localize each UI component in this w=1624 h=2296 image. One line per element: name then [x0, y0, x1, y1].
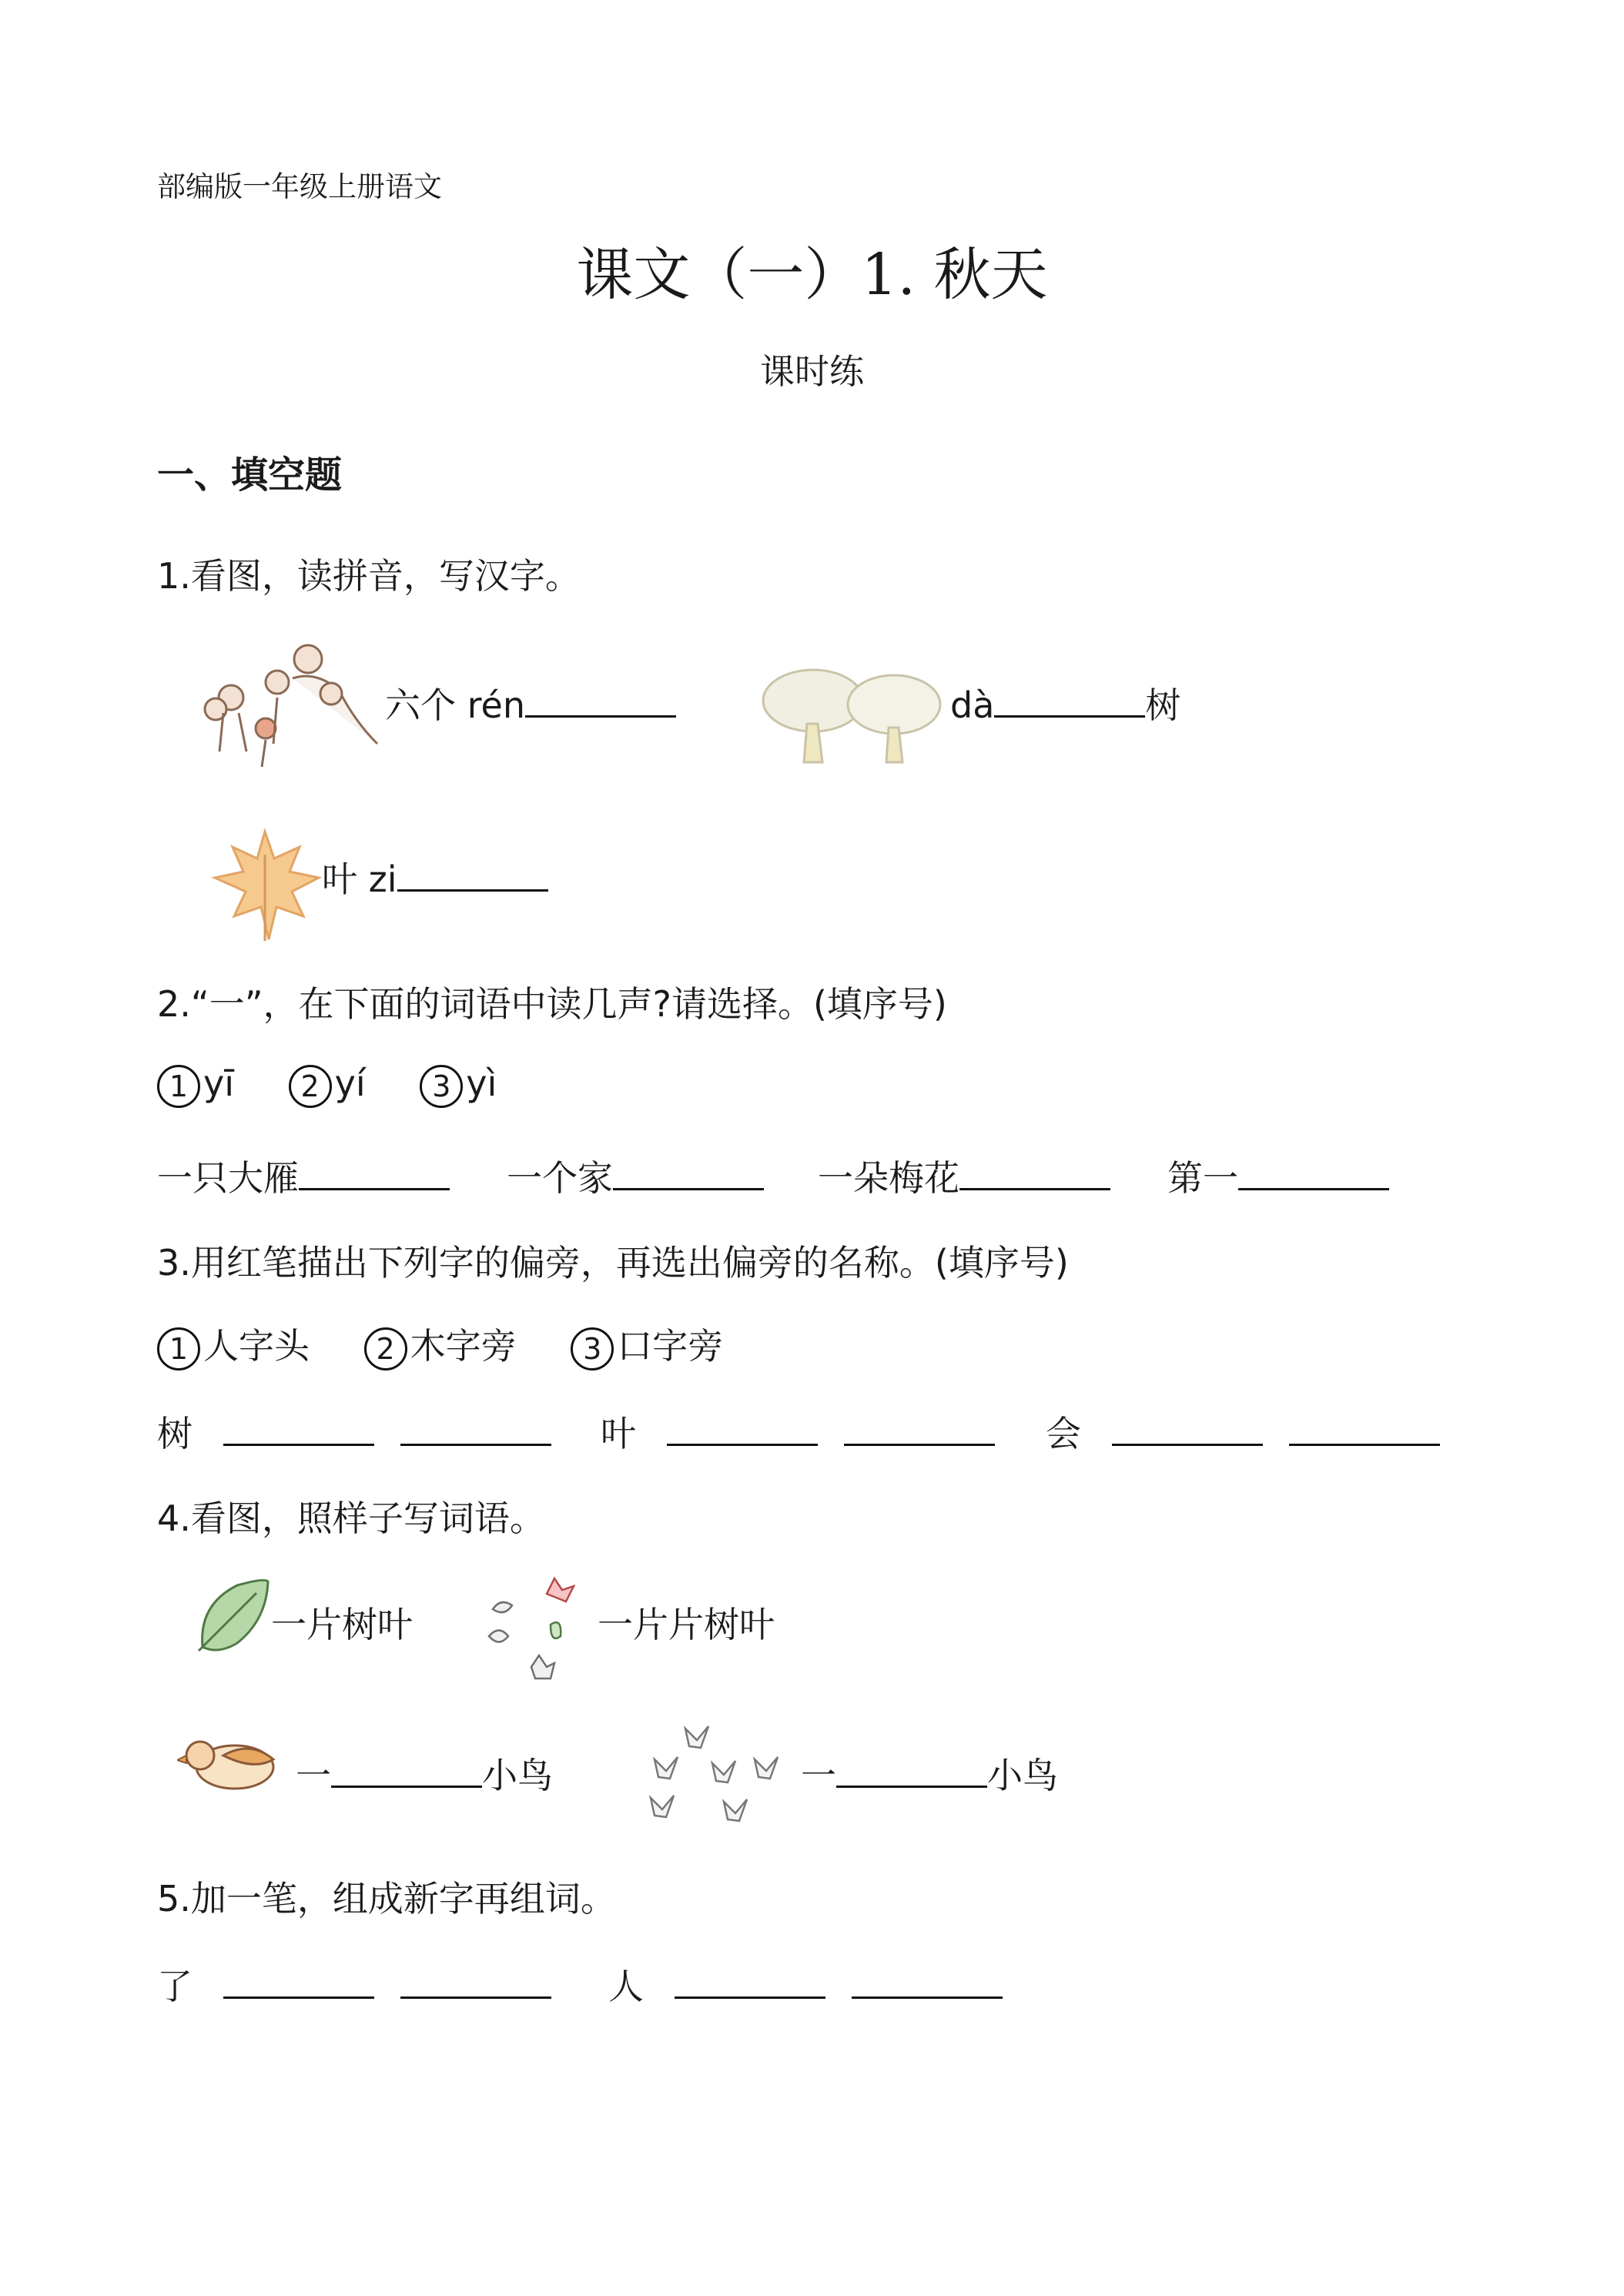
answer-blank[interactable] — [852, 1966, 1003, 1999]
option-number: 1 — [157, 1065, 200, 1108]
q2-options — [157, 1063, 540, 1108]
q4-blank-2 — [801, 1748, 1058, 1799]
flock-of-birds-illustration — [639, 1717, 793, 1832]
q3-char-3 — [1046, 1406, 1440, 1457]
document-header: 部编版一年级上册语文 — [157, 170, 442, 203]
q2-word-3 — [818, 1150, 1110, 1201]
q1-item-1 — [385, 678, 676, 728]
option-number: 3 — [420, 1065, 463, 1108]
answer-blank[interactable] — [400, 1966, 551, 1999]
children-illustration — [185, 636, 385, 775]
q3-char: 会 — [1046, 1413, 1081, 1454]
q1-item-3-label: 叶 zi — [322, 858, 397, 900]
q2-word: 一个家 — [507, 1157, 613, 1199]
question-4-prompt: 4.看图，照样子写词语。 — [157, 1498, 545, 1539]
q1-item-3 — [322, 852, 548, 902]
option-text: yì — [466, 1063, 497, 1104]
q3-option-3 — [571, 1318, 723, 1371]
question-5-prompt: 5.加一笔，组成新字再组词。 — [157, 1878, 616, 1919]
q1-item-2-post: 树 — [1145, 684, 1181, 726]
answer-blank[interactable] — [994, 684, 1145, 718]
q3-char: 树 — [157, 1413, 193, 1454]
q4-blank-1-post: 小鸟 — [482, 1755, 553, 1796]
q2-option-3 — [420, 1063, 497, 1108]
answer-blank[interactable] — [1112, 1413, 1263, 1446]
q3-char-2 — [601, 1406, 995, 1457]
option-text: 口字旁 — [617, 1325, 724, 1367]
maple-leaf-illustration — [203, 824, 326, 947]
q4-example-1: 一片树叶 — [271, 1604, 413, 1645]
q4-blank-1 — [296, 1748, 553, 1799]
q3-option-2 — [364, 1318, 517, 1371]
answer-blank[interactable] — [400, 1413, 551, 1446]
option-text: yí — [334, 1063, 366, 1104]
page-title: 课文（一）1. 秋天 — [576, 242, 1048, 308]
answer-blank[interactable] — [675, 1966, 825, 1999]
answer-blank[interactable] — [667, 1413, 818, 1446]
single-leaf-illustration — [191, 1574, 276, 1658]
answer-blank[interactable] — [1238, 1157, 1389, 1190]
answer-blank[interactable] — [299, 1157, 450, 1190]
answer-blank[interactable] — [223, 1413, 374, 1446]
q2-option-1 — [157, 1063, 234, 1108]
q4-blank-1-pre: 一 — [296, 1755, 331, 1796]
q2-word: 一只大雁 — [157, 1157, 299, 1199]
question-1-prompt: 1.看图，读拼音，写汉字。 — [157, 555, 581, 597]
answer-blank[interactable] — [525, 684, 676, 718]
q4-example-2: 一片片树叶 — [598, 1604, 775, 1645]
trees-illustration — [759, 662, 944, 770]
option-number: 2 — [289, 1065, 332, 1108]
answer-blank[interactable] — [613, 1157, 764, 1190]
q3-char: 叶 — [601, 1413, 636, 1454]
question-2-prompt: 2.“一”，在下面的词语中读几声?请选择。(填序号) — [157, 983, 947, 1025]
question-3-prompt: 3.用红笔描出下列字的偏旁，再选出偏旁的名称。(填序号) — [157, 1242, 1069, 1284]
q5-char: 人 — [608, 1966, 644, 2007]
option-number: 2 — [364, 1327, 407, 1371]
option-text: 人字头 — [203, 1325, 310, 1367]
section-heading: 一、填空题 — [157, 454, 343, 497]
answer-blank[interactable] — [1289, 1413, 1440, 1446]
q1-item-2-pre: dà — [950, 684, 995, 726]
q1-item-1-label: 六个 rén — [385, 684, 525, 726]
single-bird-illustration — [177, 1725, 285, 1802]
answer-blank[interactable] — [331, 1755, 482, 1788]
q4-blank-2-post: 小鸟 — [987, 1755, 1058, 1796]
q2-word: 一朵梅花 — [818, 1157, 959, 1199]
q3-options — [157, 1318, 766, 1371]
page-subtitle: 课时练 — [759, 351, 864, 392]
answer-blank[interactable] — [836, 1755, 987, 1788]
q3-option-1 — [157, 1318, 310, 1371]
q2-option-2 — [289, 1063, 366, 1108]
answer-blank[interactable] — [223, 1966, 374, 1999]
q2-word: 第一 — [1167, 1157, 1238, 1199]
answer-blank[interactable] — [844, 1413, 995, 1446]
option-text: 木字旁 — [410, 1325, 517, 1367]
option-number: 1 — [157, 1327, 200, 1371]
q2-word-2 — [507, 1150, 764, 1201]
answer-blank[interactable] — [959, 1157, 1110, 1190]
q2-word-1 — [157, 1150, 450, 1201]
q1-item-2 — [950, 678, 1180, 728]
q3-char-1 — [157, 1406, 551, 1457]
q5-char-2 — [608, 1959, 1003, 2010]
q2-word-4 — [1167, 1150, 1389, 1201]
many-leaves-illustration — [477, 1563, 578, 1686]
q4-blank-2-pre: 一 — [801, 1755, 836, 1796]
option-number: 3 — [571, 1327, 614, 1371]
answer-blank[interactable] — [397, 858, 548, 892]
q5-char-1 — [157, 1959, 551, 2010]
q5-char: 了 — [157, 1966, 193, 2007]
option-text: yī — [203, 1063, 235, 1104]
